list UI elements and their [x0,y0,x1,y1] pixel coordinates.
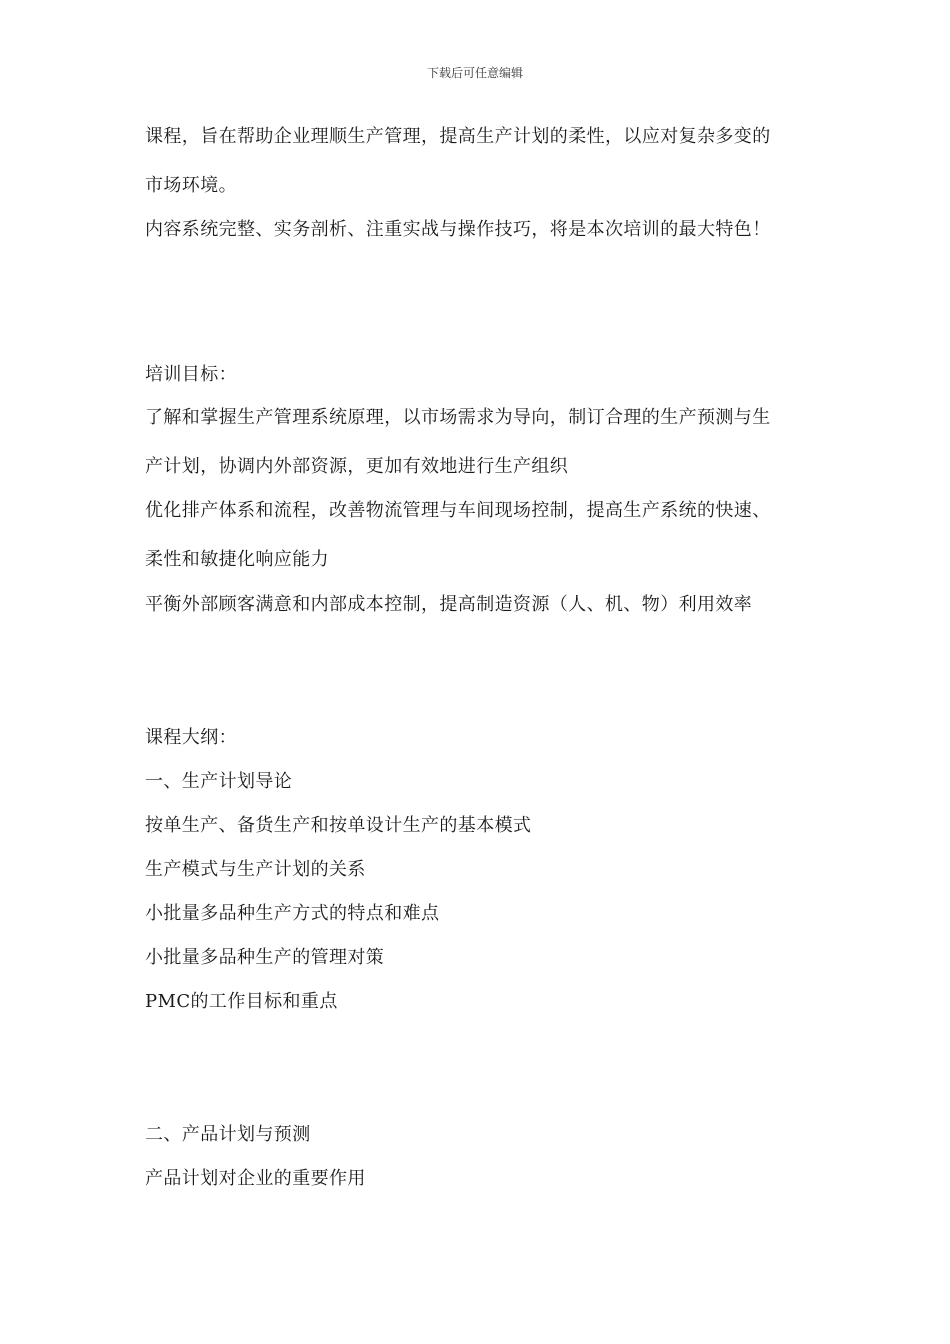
outline-chapter-title: 一、生产计划导论 [145,771,293,792]
goal-line: 平衡外部顾客满意和内部成本控制，提高制造资源（人、机、物）利用效率 [145,594,753,615]
goal-line: 了解和掌握生产管理系统原理，以市场需求为导向，制订合理的生产预测与生 [145,407,771,428]
outline-item: PMC的工作目标和重点 [145,991,338,1012]
section-heading: 培训目标： [145,364,237,385]
intro-line: 内容系统完整、实务剖析、注重实战与操作技巧，将是本次培训的最大特色！ [145,219,771,240]
page-header: 下载后可任意编辑 [426,66,523,80]
outline-item: 产品计划对企业的重要作用 [145,1168,366,1189]
goal-line: 柔性和敏捷化响应能力 [145,549,329,570]
outline-item: 生产模式与生产计划的关系 [145,859,366,880]
section-heading: 课程大纲： [145,727,237,748]
outline-chapter-title: 二、产品计划与预测 [145,1124,311,1145]
outline-item: 小批量多品种生产的管理对策 [145,947,385,968]
intro-line: 市场环境。 [145,175,237,196]
intro-line: 课程，旨在帮助企业理顺生产管理，提高生产计划的柔性，以应对复杂多变的 [145,126,771,147]
goal-line: 产计划，协调内外部资源，更加有效地进行生产组织 [145,456,569,477]
goal-line: 优化排产体系和流程，改善物流管理与车间现场控制，提高生产系统的快速、 [145,500,771,521]
outline-item: 按单生产、备货生产和按单设计生产的基本模式 [145,815,532,836]
outline-item: 小批量多品种生产方式的特点和难点 [145,903,440,924]
